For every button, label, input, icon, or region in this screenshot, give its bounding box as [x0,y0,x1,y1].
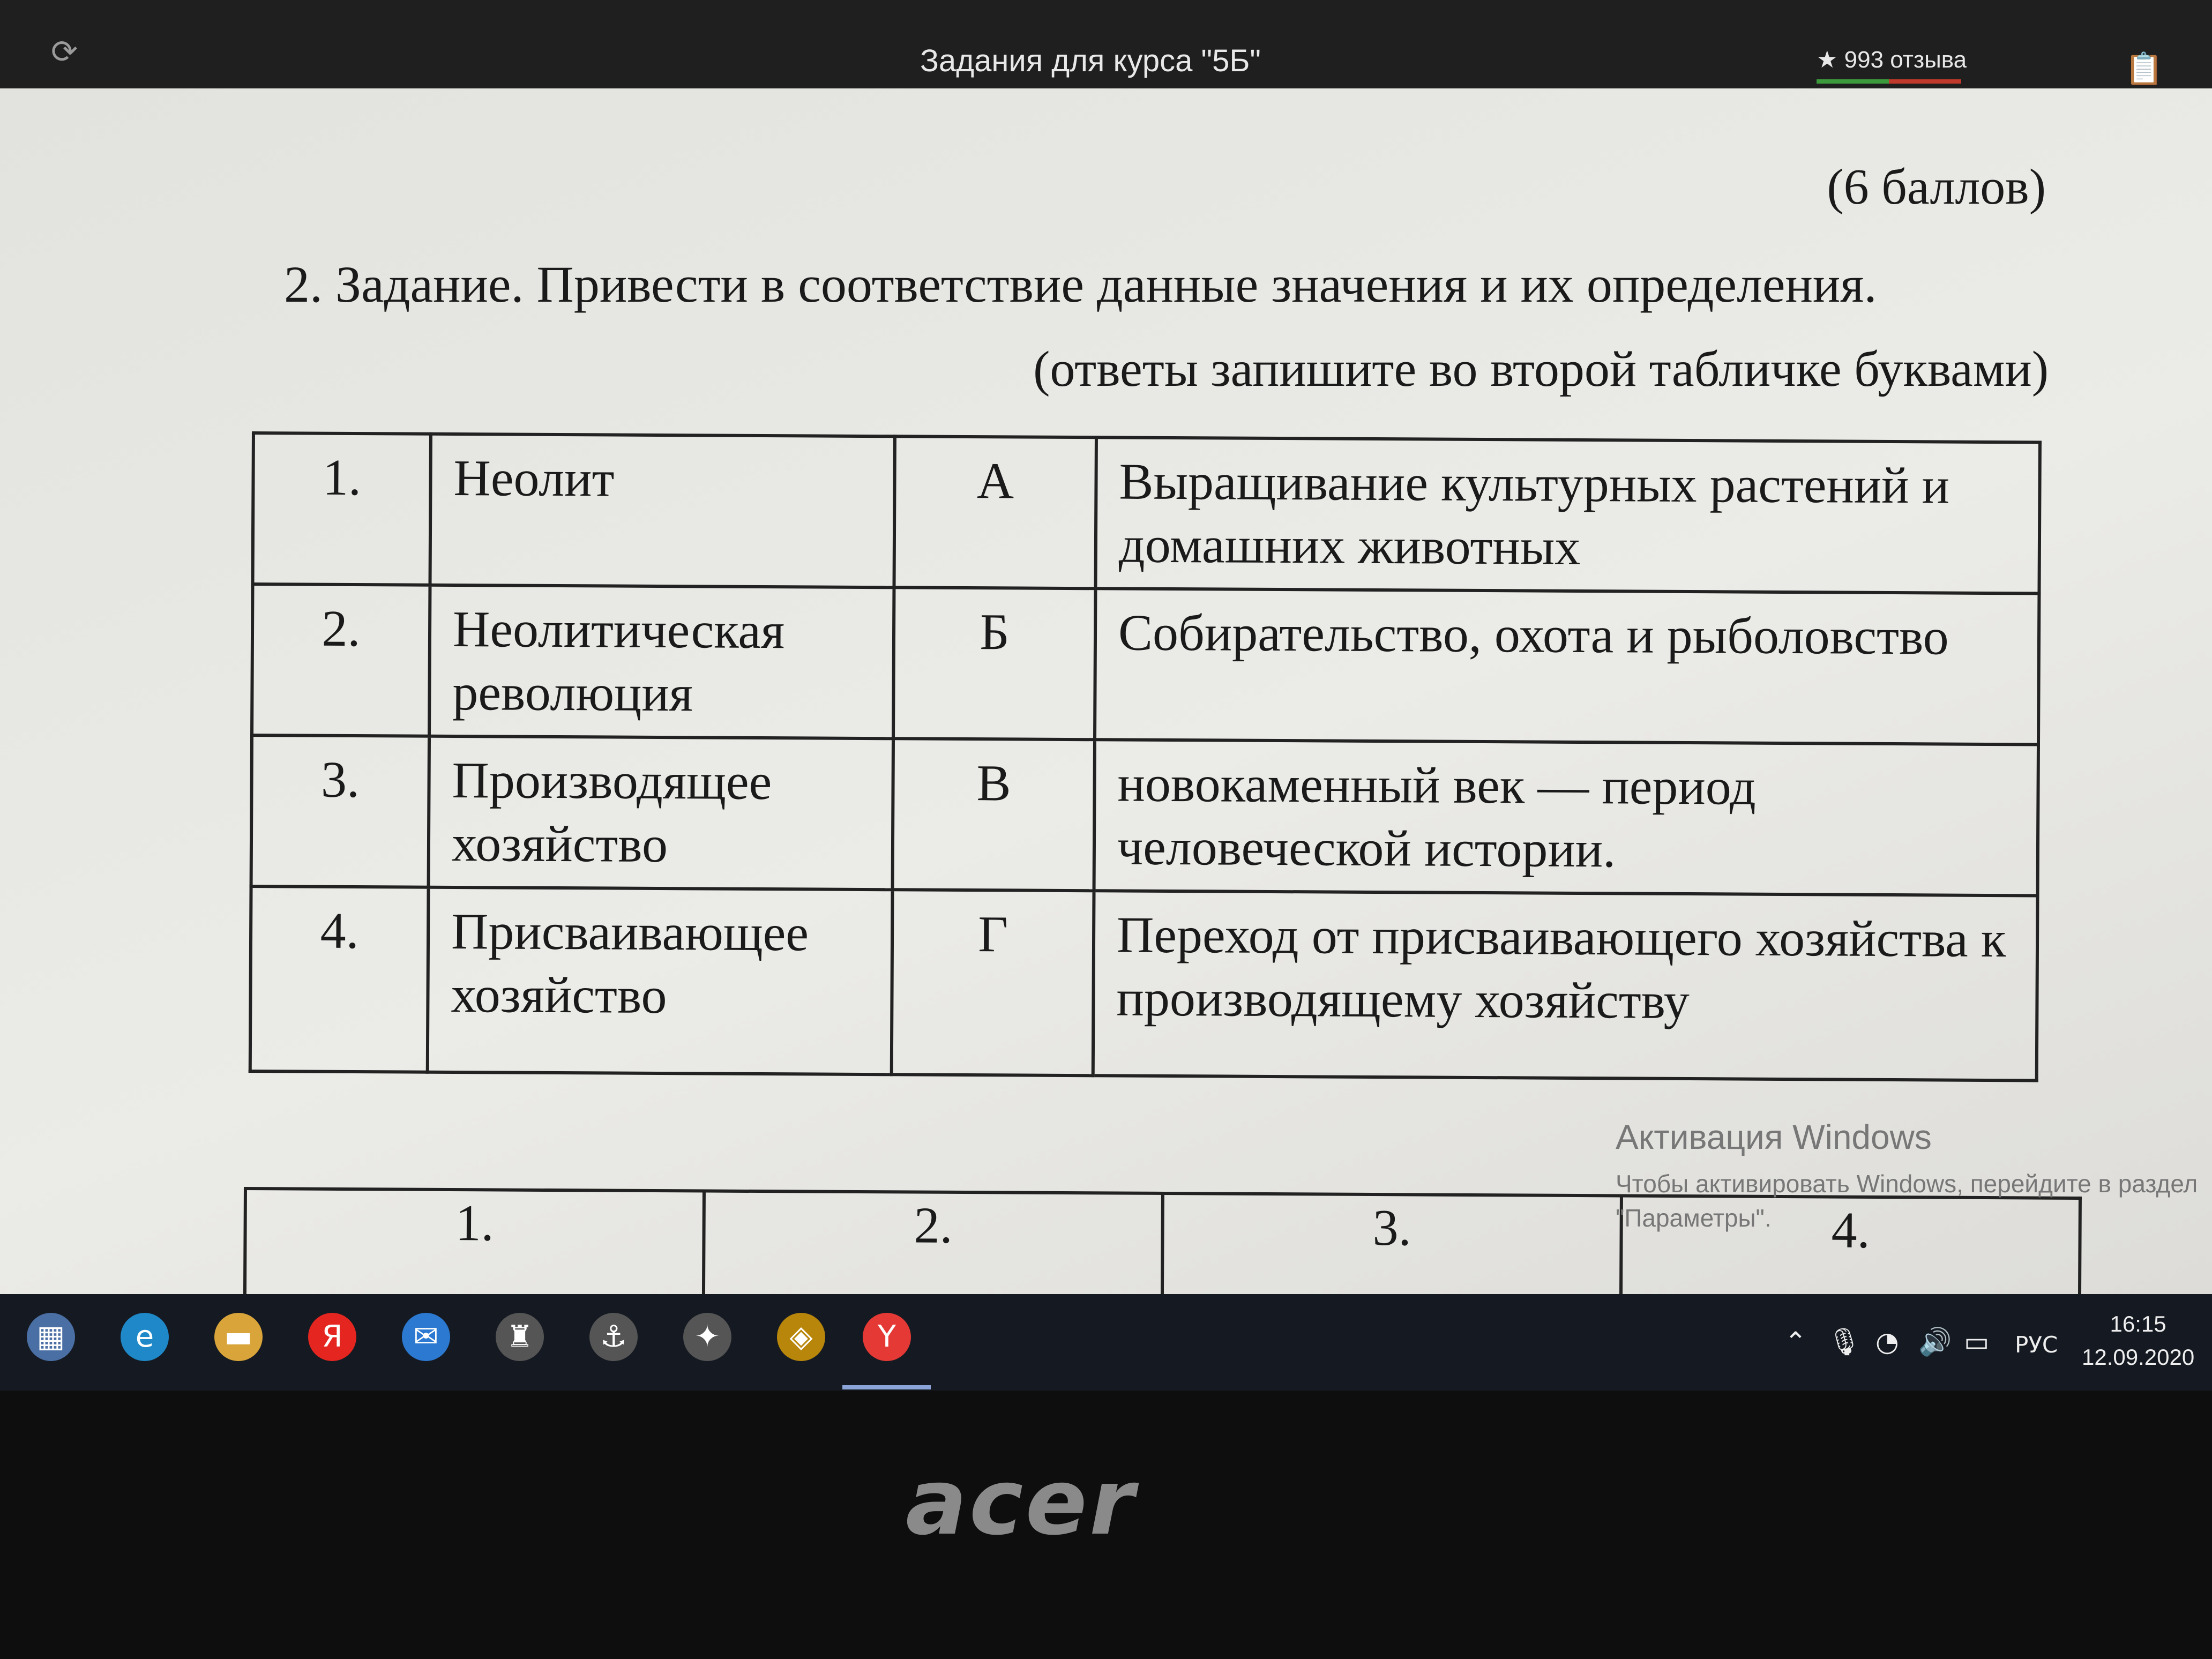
clock[interactable] [2082,1307,2194,1374]
yandex-browser-icon[interactable]: Y [863,1313,911,1361]
definition-cell: Переход от присваивающего хозяйства к производящему хозяйству [1093,891,2038,1080]
row-number: 3. [251,735,429,887]
definition-cell: новокаменный век — период человеческой истории. [1094,739,2038,895]
answer-cell[interactable]: 2. [704,1191,1163,1294]
row-number: 1. [253,433,431,585]
points-label: (6 баллов) [1827,159,2046,215]
row-number: 2. [252,584,430,736]
microphone-icon[interactable]: 🎙 [1827,1326,1862,1357]
reviews-link[interactable]: ★ 993 отзыва [1817,47,1967,73]
network-icon[interactable]: ◔ [1875,1326,1899,1357]
mail-icon[interactable]: ✉ [402,1313,450,1361]
chevron-up-icon[interactable]: ⌃ [1784,1326,1807,1357]
task-instruction: (ответы запишите во второй табличке буквами) [1033,341,2049,397]
laptop-bezel [0,1391,2212,1659]
active-app-indicator [842,1385,931,1389]
letter-cell: Б [893,587,1095,739]
row-number: 4. [250,886,429,1072]
reviews-rating-bar [1817,79,1961,84]
refresh-icon[interactable]: ⟳ [51,34,78,70]
wargaming-icon[interactable]: ◈ [777,1313,825,1361]
window-title: Задания для курса "5Б" [920,43,1261,78]
matching-table [249,431,2042,1082]
clock-date: 12.09.2020 [2082,1344,2195,1370]
activation-subtitle: Чтобы активировать Windows, перейдите в раздел "Параметры". [1616,1170,2198,1232]
title-bar [0,0,2212,88]
battery-icon[interactable]: ▭ [1964,1326,1990,1357]
clipboard-icon[interactable]: 📋 [2125,51,2164,86]
document-page [0,88,2212,1294]
yandex-icon[interactable]: Я [308,1313,356,1361]
world-of-tanks-icon[interactable]: ♜ [496,1313,544,1361]
language-indicator[interactable]: РУС [2015,1332,2058,1358]
table-row [250,886,2038,1080]
table-row [252,584,2039,744]
letter-cell: А [894,436,1096,588]
term-cell: Присваивающее хозяйство [428,887,893,1075]
answer-cell[interactable]: 3. [1162,1193,1621,1294]
letter-cell: Г [892,890,1094,1075]
term-cell: Неолит [430,434,895,588]
windows-activation-watermark [1616,1117,2205,1235]
answer-cell[interactable]: 4. [1621,1195,2080,1294]
volume-icon[interactable]: 🔊 [1918,1326,1952,1357]
letter-cell: В [893,738,1095,891]
clock-time: 16:15 [2110,1311,2166,1336]
table-row [253,433,2040,593]
table-row [251,735,2038,895]
laptop-brand-logo: acer [906,1449,1137,1556]
taskbar [0,1294,2212,1391]
edge-icon[interactable]: e [121,1313,169,1361]
activation-title: Активация Windows [1616,1118,1932,1156]
definition-cell: Собирательство, охота и рыболовство [1095,588,2039,744]
definition-cell: Выращивание культурных растений и домашних животных [1095,437,2039,593]
answer-cell[interactable]: 1. [245,1189,704,1294]
term-cell: Неолитическая революция [429,585,894,739]
task-heading: 2. Задание. Привести в соответствие данные значения и их определения. [284,256,1877,313]
world-of-warships-icon[interactable]: ⚓ [589,1313,638,1361]
file-explorer-icon[interactable]: ▬ [214,1313,263,1361]
store-icon[interactable]: ▦ [27,1313,75,1361]
game-icon[interactable]: ✦ [683,1313,731,1361]
term-cell: Производящее хозяйство [429,736,893,890]
